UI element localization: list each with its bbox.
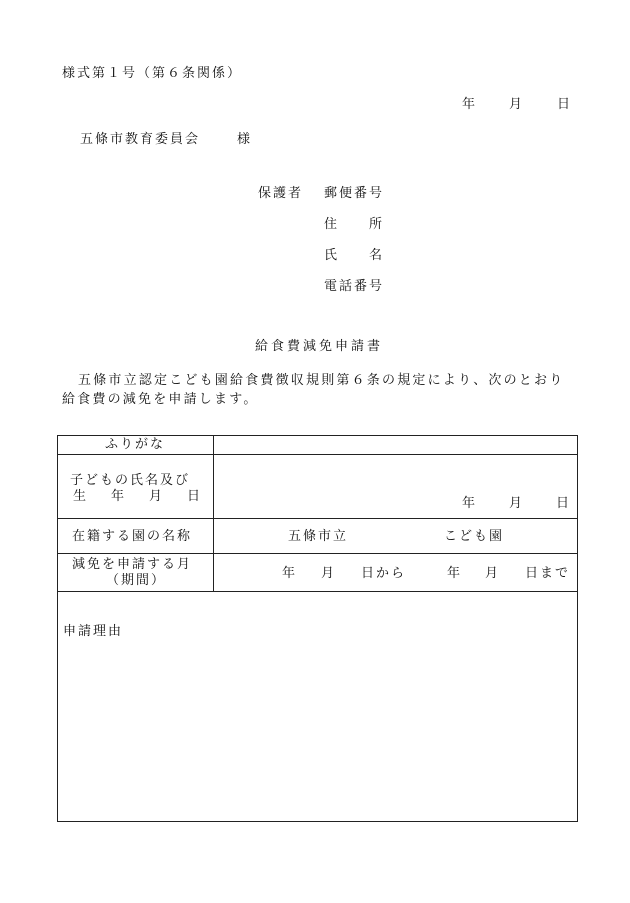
table-border-right (577, 435, 578, 822)
period-to-month: 月 (485, 566, 501, 581)
body-text: 五條市立認定こども園給食費徴収規則第６条の規定により、次のとおり給食費の減免を申請します。 (62, 373, 565, 407)
period-from-year: 年 (282, 566, 298, 581)
birth-month-label: 月 (509, 496, 525, 511)
table-row-divider (57, 454, 578, 455)
period-to-year: 年 (447, 566, 463, 581)
guardian-label: 保護者 (258, 186, 304, 201)
table-border-bottom (57, 821, 578, 822)
school-name-prefix: 五條市立 (288, 529, 349, 544)
addressee-honorific: 様 (237, 132, 253, 147)
guardian-address-label: 住 所 (324, 217, 385, 232)
school-name-label: 在籍する園の名称 (72, 529, 193, 544)
date-day-label: 日 (557, 97, 573, 112)
reason-field[interactable] (58, 645, 576, 820)
date-year-label: 年 (462, 97, 478, 112)
furigana-label: ふりがな (105, 437, 166, 452)
guardian-phone-label: 電話番号 (324, 279, 385, 294)
date-month-label: 月 (509, 97, 525, 112)
birth-day-label: 日 (556, 496, 572, 511)
birth-date-label: 生 年 月 日 (73, 489, 207, 504)
reason-label: 申請理由 (63, 624, 124, 639)
furigana-field[interactable] (214, 436, 576, 453)
table-row-divider (57, 553, 578, 554)
period-from-month: 月 (321, 566, 337, 581)
guardian-postal-code-label: 郵便番号 (324, 186, 385, 201)
child-name-label: 子どもの氏名及び (70, 473, 191, 488)
period-to-day: 日まで (525, 566, 571, 581)
table-row-divider (57, 591, 578, 592)
form-number-label: 様式第１号（第６条関係） (62, 66, 243, 81)
period-sub-label: （期間） (106, 573, 167, 588)
period-label: 減免を申請する月 (72, 557, 193, 572)
document-title: 給食費減免申請書 (255, 339, 384, 354)
period-from-day: 日から (361, 566, 407, 581)
school-name-suffix: こども園 (444, 529, 505, 544)
table-row-divider (57, 518, 578, 519)
addressee-name: 五條市教育委員会 (80, 132, 201, 147)
birth-year-label: 年 (462, 496, 478, 511)
guardian-name-label: 氏 名 (324, 248, 385, 263)
